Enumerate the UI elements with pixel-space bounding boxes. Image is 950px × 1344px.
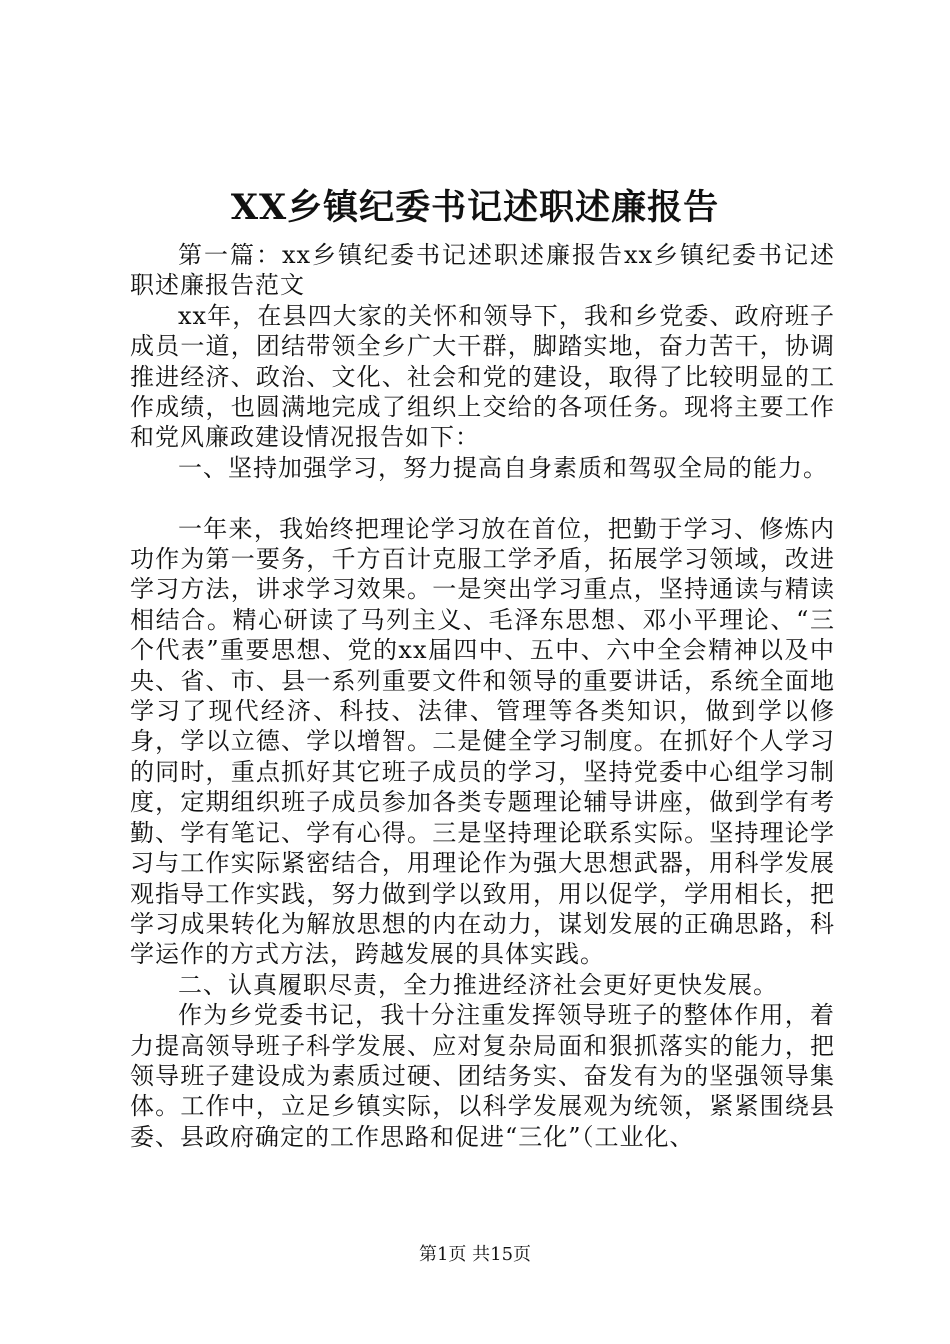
paragraph-section-two-body: 作为乡党委书记，我十分注重发挥领导班子的整体作用，着力提高领导班子科学发展、应对复杂局面和狠抓落实的能力，把领导班子建设成为素质过硬、团结务实、奋发有为的坚强领导集体。工作中，立足乡镇实际，以科学发展观为统领，紧紧围绕县委、县政府确定的工作思路和促进“三化”（工业化、 [130, 1001, 835, 1151]
page-footer: 第1页 共15页 [418, 1244, 532, 1265]
paragraph-section-one-heading: 一、坚持加强学习，努力提高自身素质和驾驭全局的能力。 [178, 453, 828, 482]
paragraph-section-one-body: 一年来，我始终把理论学习放在首位，把勤于学习、修炼内功作为第一要务，千方百计克服工学矛盾，拓展学习领域，改进学习方法，讲求学习效果。一是突出学习重点，坚持通读与精读相结合。精心研读了马列主义、毛泽东思想、邓小平理论、“三个代表”重要思想、党的xx届四中、五中、六中全会精神以及中央、省、市、县一系列重要文件和领导的重要讲话，系统全面地学习了现代经济、科技、法律、管理等各类知识，做到学以修身，学以立德、学以增智。二是健全学习制度。在抓好个人学习的同时，重点抓好其它班子成员的学习，坚持党委中心组学习制度，定期组织班子成员参加各类专题理论辅导讲座，做到学有考勤、学有笔记、学有心得。三是坚持理论联系实际。坚持理论学习与工作实际紧密结合，用理论作为强大思想武器，用科学发展观指导工作实践，努力做到学以致用，用以促学，学用相长，把学习成果转化为解放思想的内在动力，谋划发展的正确思路，科学运作的方式方法，跨越发展的具体实践。 [130, 514, 835, 969]
blank-line [130, 483, 835, 513]
document-body [130, 240, 835, 1152]
paragraph-intro: xx年，在县四大家的关怀和领导下，我和乡党委、政府班子成员一道，团结带领全乡广大干群，脚踏实地，奋力苦干，协调推进经济、政治、文化、社会和党的建设，取得了比较明显的工作成绩，也圆满地完成了组织上交给的各项任务。现将主要工作和党风廉政建设情况报告如下： [130, 301, 835, 452]
paragraph-section-two-heading: 二、认真履职尽责，全力推进经济社会更好更快发展。 [178, 970, 778, 999]
paragraph-heading-first-article: 第一篇：xx乡镇纪委书记述职述廉报告xx乡镇纪委书记述职述廉报告范文 [130, 241, 835, 300]
document-title: XX乡镇纪委书记述职述廉报告 [230, 187, 720, 228]
